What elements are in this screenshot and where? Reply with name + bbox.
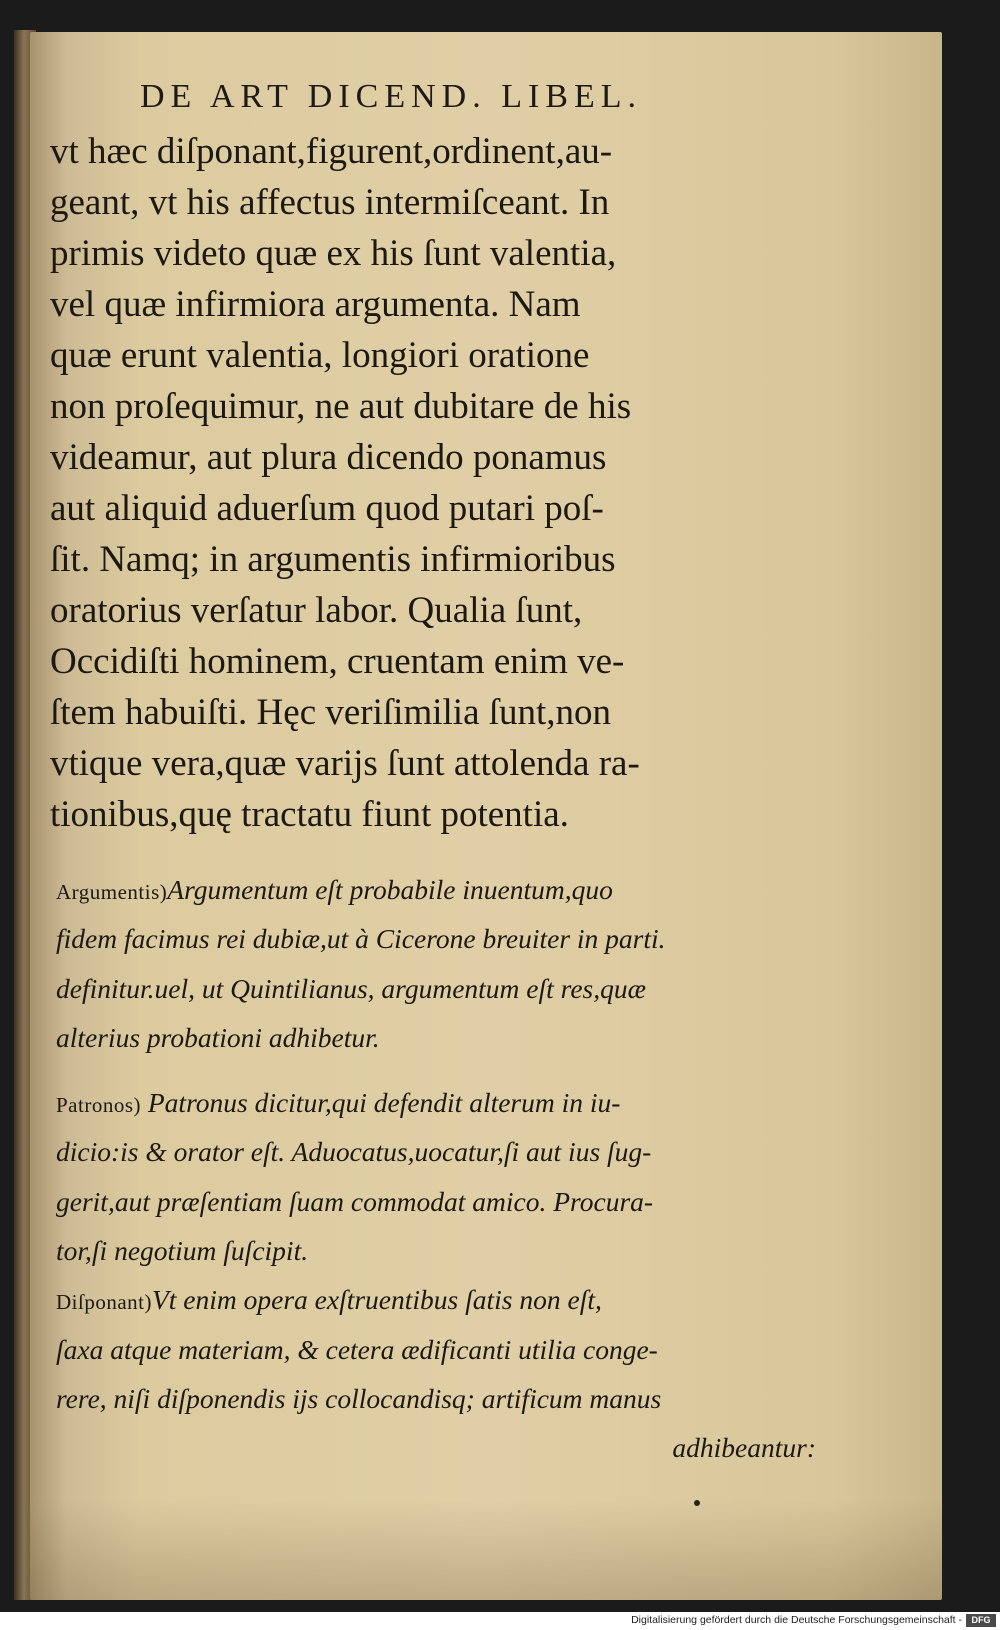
- running-head: DE ART DICEND. LIBEL.: [140, 78, 643, 115]
- text-line: quæ erunt valentia, longiori oratione: [50, 335, 590, 376]
- dfg-logo-icon: DFG: [966, 1614, 996, 1627]
- text-line: oratorius verſatur labor. Qualia ſunt,: [50, 590, 583, 631]
- text-line: ſtem habuiſti. Hęc veriſimilia ſunt,non: [50, 692, 612, 733]
- note-line: rere, niſi diſponendis ijs collocandisq; artificum manus: [56, 1382, 662, 1414]
- text-line: ſit. Namq; in argumentis infirmioribus: [50, 539, 616, 580]
- text-line: vtique vera,quæ varijs ſunt attolenda ra-: [50, 743, 640, 784]
- text-line: tionibus,quę tractatu fiunt potentia.: [50, 794, 569, 835]
- text-line: videamur, aut plura dicendo ponamus: [50, 437, 607, 478]
- note-line: dicio:is & orator eſt. Aduocatus,uocatur,ſi aut ius ſug-: [56, 1136, 652, 1168]
- text-line: primis videto quæ ex his ſunt valentia,: [50, 233, 617, 274]
- main-text: [50, 126, 790, 840]
- note-lemma: Diſponant): [56, 1290, 152, 1315]
- text-line: non proſequimur, ne aut dubitare de his: [50, 386, 632, 427]
- note-line: gerit,aut præſentiam ſuam commodat amico. Procura-: [56, 1185, 654, 1217]
- note-line: alterius probationi adhibetur.: [56, 1021, 380, 1053]
- note-text: Patronus dicitur,qui defendit alterum in iu-: [147, 1087, 621, 1119]
- note-line: definitur.uel, ut Quintilianus, argumentum eſt res,quæ: [56, 972, 646, 1004]
- funding-credit: Digitalisierung gefördert durch die Deutsche Forschungsgemeinschaft -: [631, 1614, 962, 1626]
- text-line: geant, vt his affectus intermiſceant. In: [50, 182, 610, 223]
- ink-blot: [694, 1500, 700, 1506]
- text-line: Occidiſti hominem, cruentam enim ve-: [50, 641, 625, 682]
- text-line: vel quæ infirmiora argumenta. Nam: [50, 284, 581, 325]
- note-lemma: Argumentis): [56, 880, 168, 904]
- text-line: vt hæc diſponant,figurent,ordinent,au-: [50, 131, 613, 172]
- note-line: fidem facimus rei dubiæ,ut à Cicerone breuiter in parti.: [56, 923, 666, 955]
- note-line: [56, 865, 816, 914]
- footer-bar: [0, 1612, 1000, 1630]
- note-text: Argumentum eſt probabile inuentum,quo: [167, 874, 613, 905]
- text-line: aut aliquid aduerſum quod putari poſ-: [50, 488, 604, 529]
- marginal-notes: [56, 865, 816, 1473]
- note-lemma: Patronos): [56, 1093, 141, 1118]
- note-line: ſaxa atque materiam, & cetera ædificanti utilia conge-: [56, 1333, 658, 1365]
- page-shadow: [30, 1500, 942, 1600]
- note-line: [56, 1078, 816, 1127]
- note-line: [56, 1275, 816, 1324]
- note-line: adhibeantur:: [672, 1432, 816, 1464]
- note-line: tor,ſi negotium ſuſcipit.: [56, 1235, 309, 1267]
- note-text: Vt enim opera exſtruentibus ſatis non eſt,: [151, 1284, 602, 1316]
